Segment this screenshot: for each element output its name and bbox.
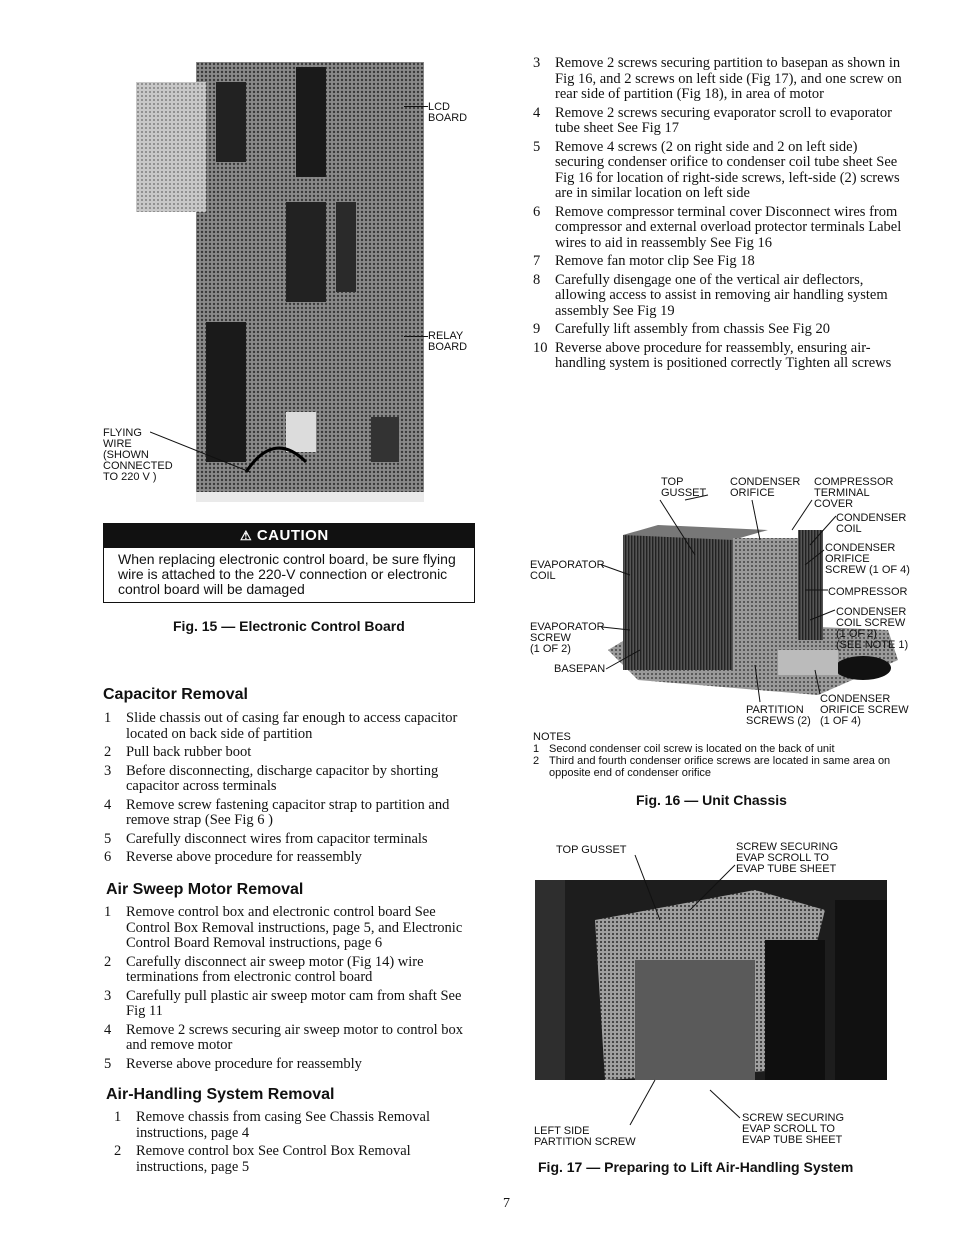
relay-leader-line [404, 336, 428, 337]
list-item: 4 Remove 2 screws securing air sweep motor to control box and remove motor [104, 1021, 464, 1053]
note-item: 1 Second condenser coil screw is located on the back of unit [533, 743, 835, 755]
list-item: 1 Slide chassis out of casing far enough to access capacitor located on back side of partition [104, 710, 458, 742]
list-item: 4 Remove screw fastening capacitor strap to partition and remove strap (See Fig 6 ) [104, 796, 450, 828]
condenser-coil-screw-label: CONDENSER COIL SCREW (1 OF 2) (SEE NOTE 1) [836, 606, 909, 651]
fig17-caption: Fig. 17 — Preparing to Lift Air-Handling System [538, 1159, 854, 1175]
list-item: 1 Remove control box and electronic control board See Control Box Removal instructions, page 5, and Electronic Control Board Removal instructions, page 6 [104, 904, 463, 951]
condenser-orifice-label: CONDENSER ORIFICE [730, 476, 801, 499]
list-item: 8 Carefully disengage one of the vertical air deflectors, allowing access to assist in removing air handling system assembly See Fig 19 [533, 271, 888, 319]
air-handling-heading: Air-Handling System Removal [106, 1086, 335, 1103]
list-item: 7 Remove fan motor clip See Fig 18 [533, 253, 755, 269]
screw-securing-top-label: SCREW SECURING EVAP SCROLL TO EVAP TUBE SHEET [736, 841, 839, 875]
air-handling-steps-part2 [533, 56, 909, 375]
partition-screws-label: PARTITION SCREWS (2) [746, 704, 811, 727]
basepan-label: BASEPAN [554, 663, 606, 675]
lcd-leader-line [404, 106, 428, 107]
list-item: 5 Carefully disconnect wires from capacitor terminals [104, 830, 428, 847]
fig16-notes [533, 731, 913, 779]
list-item: 5 Remove 4 screws (2 on right side and 2 on left side) securing condenser orifice to condenser coil tube sheet See Fig 16 for location of right-side screws, left-side (2) screws are in similar location on left side [533, 138, 900, 201]
fig16-caption: Fig. 16 — Unit Chassis [636, 792, 787, 808]
warning-triangle-icon: ⚠ [240, 528, 253, 543]
relay-board-label: RELAY BOARD [428, 330, 468, 353]
top-gusset-label-fig17: TOP GUSSET [556, 844, 627, 856]
evaporator-screw-label: EVAPORATOR SCREW (1 OF 2) [530, 621, 605, 655]
list-item: 3 Carefully pull plastic air sweep motor cam from shaft See Fig 11 [104, 987, 462, 1019]
compressor-terminal-cover-label: COMPRESSOR TERMINAL COVER [814, 476, 894, 510]
capacitor-removal-steps [104, 711, 477, 869]
air-handling-steps-part1 [114, 1110, 484, 1178]
caution-title: CAUTION [256, 527, 329, 544]
list-item: 10 Reverse above procedure for reassembly, ensuring air-handling system is positioned correctly Tighten all screws [533, 339, 892, 371]
caution-box [103, 523, 475, 603]
list-item: 3 Before disconnecting, discharge capacitor by shorting capacitor across terminals [104, 762, 439, 794]
flying-wire-label: FLYING WIRE (SHOWN CONNECTED TO 220 V ) [103, 427, 173, 483]
caution-text: When replacing electronic control board, be sure flying wire is attached to the 220-V connection or electronic control board will be damaged [118, 551, 456, 597]
list-item: 6 Remove compressor terminal cover Disconnect wires from compressor and external overload protector terminals Label wires to aid in reassembly See Fig 16 [533, 203, 902, 251]
list-item: 2 Remove control box See Control Box Removal instructions, page 5 [114, 1143, 411, 1175]
list-item: 5 Reverse above procedure for reassembly [104, 1055, 362, 1072]
capacitor-removal-heading: Capacitor Removal [103, 686, 248, 703]
list-item: 4 Remove 2 screws securing evaporator scroll to evaporator tube sheet See Fig 17 [533, 104, 893, 136]
top-gusset-label: TOP GUSSET [661, 476, 707, 499]
air-sweep-steps [104, 905, 480, 1075]
list-item: 1 Remove chassis from casing See Chassis Removal instructions, page 4 [114, 1109, 430, 1141]
notes-title: NOTES [533, 731, 571, 743]
note-item: 2 Third and fourth condenser orifice screws are located in same area on opposite end of condenser orifice [533, 755, 891, 779]
condenser-coil-label: CONDENSER COIL [836, 512, 907, 535]
page-number: 7 [503, 1196, 510, 1211]
compressor-label: COMPRESSOR [828, 586, 908, 598]
caution-header [104, 524, 474, 548]
lcd-board-label: LCD BOARD [428, 101, 468, 124]
evaporator-coil-label: EVAPORATOR COIL [530, 559, 605, 582]
list-item: 2 Pull back rubber boot [104, 744, 252, 760]
list-item: 3 Remove 2 screws securing partition to basepan as shown in Fig 16, and 2 screws on left side (Fig 17), and one screw on rear side of partition (Fig 18), in area of motor [533, 55, 902, 102]
list-item: 6 Reverse above procedure for reassembly [104, 849, 362, 865]
list-item: 9 Carefully lift assembly from chassis See Fig 20 [533, 321, 831, 337]
flying-wire-leader-line [150, 430, 260, 480]
fig16-leader-lines [520, 470, 940, 730]
left-side-partition-screw-label: LEFT SIDE PARTITION SCREW [534, 1125, 636, 1148]
condenser-orifice-screw-label: CONDENSER ORIFICE SCREW (1 OF 4) [825, 542, 910, 576]
condenser-orifice-screw-bottom-label: CONDENSER ORIFICE SCREW (1 OF 4) [820, 693, 909, 727]
air-sweep-heading: Air Sweep Motor Removal [106, 881, 304, 898]
screw-securing-bottom-label: SCREW SECURING EVAP SCROLL TO EVAP TUBE SHEET [742, 1112, 845, 1146]
fig15-caption: Fig. 15 — Electronic Control Board [173, 618, 405, 634]
fig17-leader-lines [520, 840, 900, 1140]
list-item: 2 Carefully disconnect air sweep motor (Fig 14) wire terminations from electronic control board [104, 953, 424, 985]
